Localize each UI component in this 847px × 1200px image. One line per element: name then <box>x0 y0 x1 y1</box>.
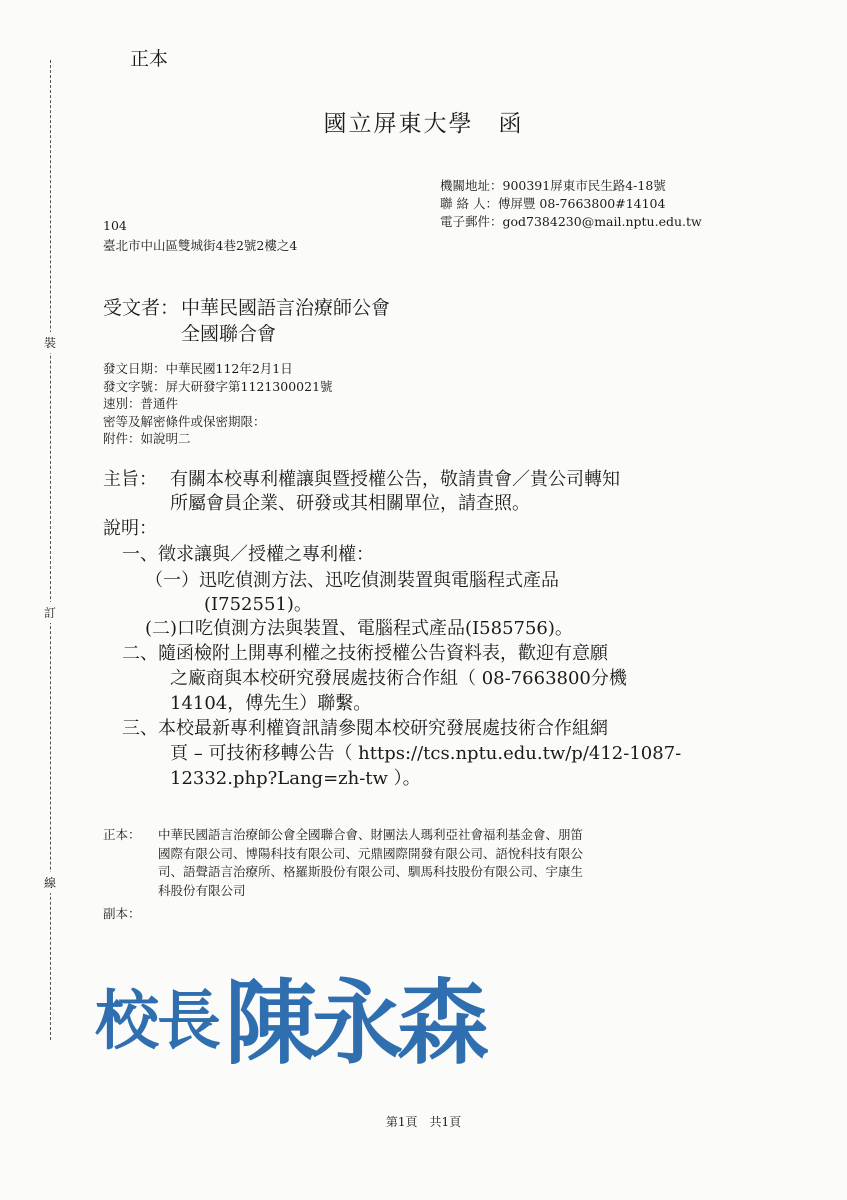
recipient-address: 臺北市中山區雙城街4巷2號2樓之4 <box>103 238 298 253</box>
confidentiality: 密等及解密條件或保密期限： <box>103 413 266 429</box>
recipient-label: 受文者： <box>103 297 180 319</box>
distribution-line: 中華民國語言治療師公會全國聯合會、財團法人瑪利亞社會福利基金會、朋笛 <box>158 827 584 842</box>
subject-label: 主旨： <box>103 469 157 490</box>
explanation-item: (二)口吃偵測方法與裝置、電腦程式產品(I585756)。 <box>145 618 573 639</box>
document-meta <box>103 360 333 448</box>
contact-person: 聯 絡 人：傅屏豐 08-7663800#14104 <box>440 196 666 211</box>
attachment: 附件：如說明二 <box>103 431 191 446</box>
issue-date: 發文日期：中華民國112年2月1日 <box>103 361 293 376</box>
subject-line1: 有關本校專利權讓與暨授權公告，敬請貴會／貴公司轉知 <box>170 469 620 490</box>
binding-mark-1: 裝 <box>44 332 56 353</box>
binding-mark-2: 訂 <box>44 602 56 623</box>
distribution-line: 國際有限公司、博陽科技有限公司、元鼎國際開發有限公司、語悅科技有限公 <box>158 845 584 861</box>
contact-info <box>440 177 702 231</box>
letter-title: 國立屏東大學 函 <box>323 111 524 137</box>
recipient-name-line2: 全國聯合會 <box>181 323 277 345</box>
binding-line <box>50 60 51 1040</box>
distribution-line: 科股份有限公司 <box>158 882 246 898</box>
explanation-item: 三、本校最新專利權資訊請參閱本校研究發展處技術合作組網 <box>122 718 608 739</box>
signature-stamp-graphic <box>95 965 495 1075</box>
president-seal-stamp <box>95 965 495 1075</box>
stamp-name-text: 陳永森 <box>225 969 484 1075</box>
explanation-item: 12332.php?Lang=zh-tw ）。 <box>170 768 421 789</box>
binding-mark-3: 線 <box>44 872 56 893</box>
explanation-item: 頁 – 可技術移轉公告（ https://tcs.nptu.edu.tw/p/412-1087- <box>170 743 682 764</box>
contact-address: 機關地址：900391屏東市民生路4-18號 <box>440 178 666 193</box>
recipient-zip: 104 <box>103 218 127 233</box>
explanation-label: 說明： <box>103 518 157 539</box>
copy-mark: 正本 <box>130 48 169 70</box>
page-footer: 第1頁 共1頁 <box>385 1115 462 1129</box>
distribution-list <box>158 826 583 900</box>
explanation-item: （一）迅吃偵測方法、迅吃偵測裝置與電腦程式產品 <box>145 570 559 591</box>
explanation-item: (I752551)。 <box>204 594 312 615</box>
contact-email: 電子郵件：god7384230@mail.nptu.edu.tw <box>440 214 702 229</box>
document-number: 發文字號：屏大研發字第1121300021號 <box>103 378 333 394</box>
copy-label: 副本： <box>103 906 141 921</box>
explanation-item: 二、隨函檢附上開專利權之技術授權公告資料表，歡迎有意願 <box>122 643 608 664</box>
subject-line2: 所屬會員企業、研發或其相關單位，請查照。 <box>170 493 530 514</box>
distribution-line: 司、語聲語言治療所、格羅斯股份有限公司、馴馬科技股份有限公司、宇康生 <box>158 864 584 879</box>
distribution-label: 正本： <box>103 827 141 842</box>
explanation-item: 一、徵求讓與／授權之專利權： <box>122 544 374 565</box>
stamp-title-text: 校長 <box>95 984 219 1059</box>
priority: 速別：普通件 <box>103 396 179 411</box>
explanation-item: 之廠商與本校研究發展處技術合作組（ 08-7663800分機 <box>170 668 627 689</box>
explanation-item: 14104，傅先生）聯繫。 <box>170 693 372 714</box>
recipient-name-line1: 中華民國語言治療師公會 <box>181 297 391 319</box>
